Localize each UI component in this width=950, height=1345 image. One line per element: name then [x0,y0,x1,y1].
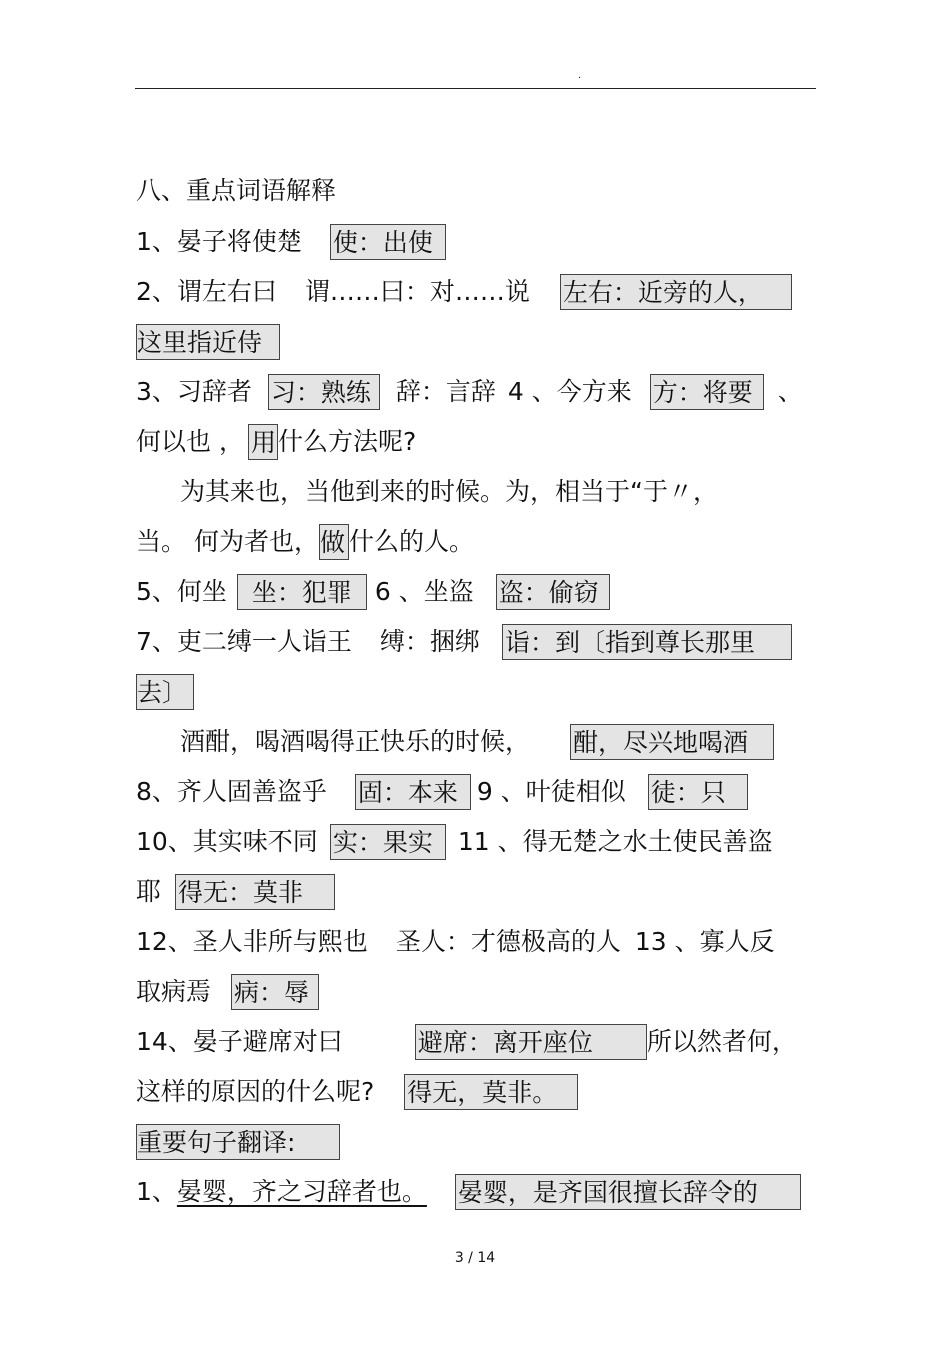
answer-box: 得无，莫非。 [404,1074,578,1110]
line-10 [136,672,194,712]
page-number: 3 / 14 [454,1250,496,1266]
line-8 [136,572,610,612]
line-12-text: 8、齐人固善盗乎 [136,777,327,806]
line-4-text: 3、习辞者 [136,377,252,406]
line-6: 为其来也，当他到来的时候。为，相当于“于〃， [180,477,718,506]
line-12 [136,772,748,812]
line-5 [136,422,416,462]
line-16 [136,972,319,1012]
translation-heading: 重要句子翻译: [136,1124,340,1160]
line-17-text: 14、晏子避席对曰 [136,1027,343,1056]
line-2-note: 谓……曰：对……说 [304,277,530,306]
line-13-item: 11 、得无楚之水土使民善盗 [457,827,773,856]
answer-box: 去〕 [136,674,194,710]
header-dot: . [578,70,582,81]
line-11-text: 酒酣，喝酒喝得正快乐的时候， [180,727,531,756]
line-2 [136,272,792,312]
answer-box: 得无：莫非 [175,874,335,910]
answer-box: 这里指近侍 [136,324,280,360]
line-13 [136,822,773,862]
line-15-text: 12、圣人非所与熙也 [136,927,368,956]
answer-box: 使：出使 [330,224,446,260]
answer-box: 坐：犯罪 [237,574,367,610]
line-14 [136,872,335,912]
line-4-sep: 、 [777,377,803,406]
line-4 [136,372,803,412]
line-17-rest: 所以然者何， [646,1027,797,1056]
answer-box: 习：熟练 [268,374,380,410]
answer-box: 固：本来 [355,774,471,810]
answer-box: 避席：离开座位 [415,1024,647,1060]
line-7 [136,522,474,562]
answer-box: 实：果实 [330,824,446,860]
line-14-text: 耶 [136,877,162,906]
answer-box: 盗：偷窃 [496,574,610,610]
line-5-rest: 什么方法呢? [277,427,417,456]
answer-box: 晏婴，是齐国很擅长辞令的 [455,1174,801,1210]
line-13-text: 10、其实味不同 [136,827,318,856]
line-3 [136,322,280,362]
sentence-original: 晏婴，齐之习辞者也。 [176,1177,427,1206]
line-7-rest: 什么的人。 [348,527,474,556]
line-20 [136,1172,801,1212]
line-12-item: 9 、叶徒相似 [476,777,626,806]
line-1-text: 1、晏子将使楚 [136,227,302,256]
line-18 [136,1072,578,1112]
line-18-text: 这样的原因的什么呢? [136,1077,375,1106]
line-8-text: 5、何坐 [136,577,227,606]
answer-box: 病：辱 [231,974,319,1010]
line-9 [136,622,792,662]
line-5-text: 何以也 ， [136,427,244,456]
line-11 [180,722,774,762]
answer-box: 徒：只 [648,774,748,810]
section-title: 八、重点词语解释 [136,176,337,205]
answer-box: 酣，尽兴地喝酒 [570,724,774,760]
line-19 [136,1122,340,1162]
answer-box: 做 [319,524,349,560]
line-8-item: 6 、坐盗 [374,577,474,606]
line-2-text: 2、谓左右曰 [136,277,277,306]
line-4-item: 4 、今方来 [507,377,632,406]
line-7-text: 当。 何为者也， [136,527,319,556]
line-17 [136,1022,797,1062]
line-15-item: 13 、寡人反 [634,927,775,956]
line-15 [136,922,775,962]
line-9-text: 7、吏二缚一人诣王 [136,627,352,656]
answer-box: 用 [248,424,278,460]
line-16-text: 取病焉 [136,977,212,1006]
answer-box: 方：将要 [650,374,764,410]
header-rule [135,88,816,89]
answer-box: 左右：近旁的人， [560,274,792,310]
line-1 [136,222,446,262]
line-20-num: 1、 [136,1177,177,1206]
line-4-note: 辞：言辞 [395,377,496,406]
line-15-note: 圣人：才德极高的人 [395,927,621,956]
answer-box: 诣：到〔指到尊长那里 [502,624,792,660]
line-9-note: 缚：捆绑 [379,627,480,656]
